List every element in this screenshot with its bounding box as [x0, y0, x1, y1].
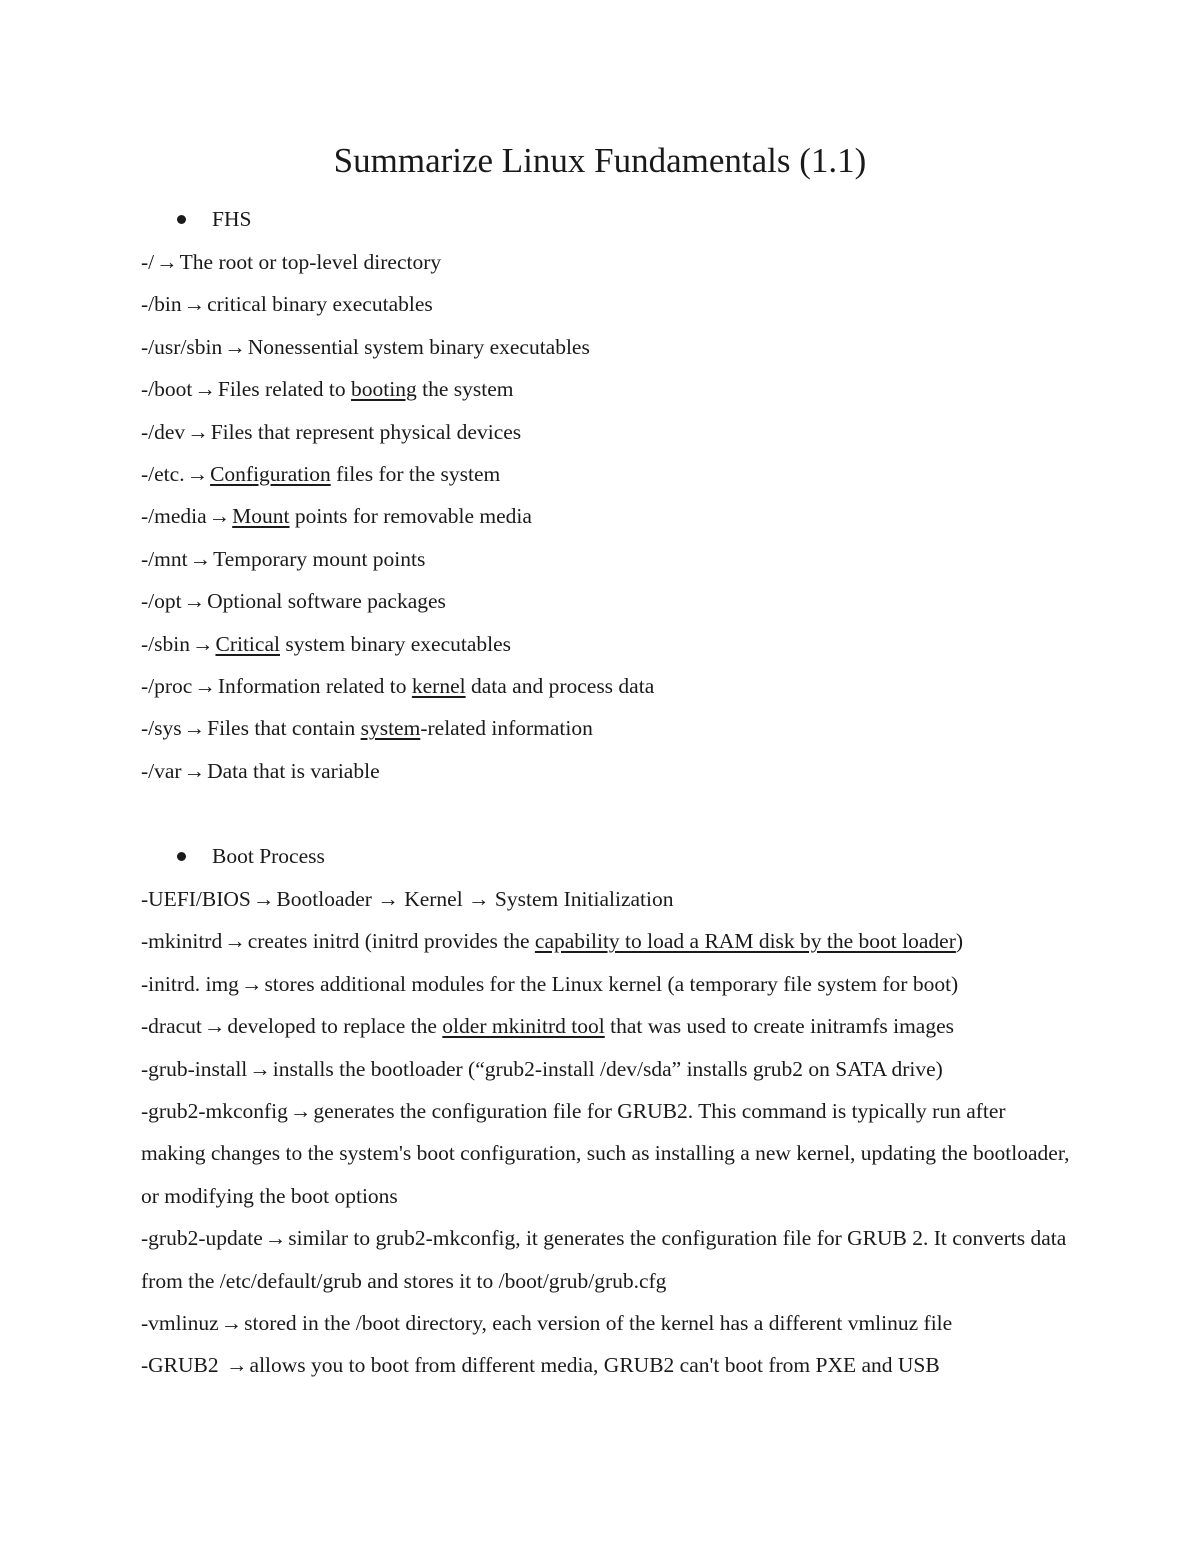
- list-item: [141, 495, 1071, 537]
- underlined-term: Configuration: [210, 462, 331, 487]
- entry-term: -/: [141, 250, 155, 274]
- list-item: [141, 411, 1071, 453]
- entry-description: Optional software packages: [207, 589, 446, 614]
- arrow-right-icon: →: [183, 758, 206, 783]
- entry-description: that was used to create initramfs images: [604, 1014, 954, 1039]
- entry-description: Bootloader → Kernel → System Initialization: [276, 887, 674, 911]
- arrow-right-icon: →: [240, 971, 263, 996]
- list-item: [141, 1090, 1071, 1217]
- underlined-term: kernel: [411, 674, 466, 699]
- list-item: [141, 538, 1071, 580]
- entry-term: -/sbin: [141, 631, 190, 656]
- entry-term: -/etc.: [141, 462, 185, 487]
- list-item: [141, 623, 1071, 665]
- list-item: [141, 920, 1071, 962]
- list-item: [141, 368, 1071, 410]
- section-boot-process: [141, 835, 1071, 1387]
- section-fhs: [141, 198, 1071, 792]
- arrow-right-icon: →: [208, 504, 231, 529]
- list-item: [141, 241, 1071, 283]
- arrow-right-icon: →: [191, 631, 214, 656]
- entry-description: Data that is variable: [207, 758, 380, 783]
- bullet-dot-icon: [177, 852, 186, 861]
- list-item: [141, 1302, 1071, 1344]
- entry-description: -related information: [420, 716, 593, 741]
- list-item: [141, 1217, 1071, 1302]
- page-title: Summarize Linux Fundamentals (1.1): [333, 141, 867, 180]
- entry-term: -dracut: [141, 1014, 202, 1039]
- entry-description: Files related to: [217, 377, 352, 402]
- entry-description: the system: [416, 377, 514, 402]
- list-item: [141, 326, 1071, 368]
- list-item: [141, 283, 1071, 325]
- entry-description: Files that contain: [207, 716, 361, 741]
- list-item: [141, 1005, 1071, 1047]
- entry-term: -grub2-update: [141, 1226, 263, 1251]
- entry-term: -mkinitrd: [141, 929, 223, 954]
- entry-description: The root or top-level directory: [179, 250, 442, 274]
- entry-description: developed to replace the: [227, 1014, 443, 1039]
- entry-description: points for removable media: [289, 504, 532, 529]
- arrow-right-icon: →: [156, 250, 178, 274]
- list-item: [141, 878, 1071, 920]
- entry-description: Nonessential system binary executables: [247, 334, 590, 359]
- arrow-right-icon: →: [183, 716, 206, 741]
- entry-term: -vmlinuz: [141, 1311, 219, 1336]
- entry-term: -grub2-mkconfig: [141, 1099, 288, 1124]
- entry-description: Files that represent physical devices: [210, 419, 522, 444]
- list-item: [141, 963, 1071, 1005]
- arrow-right-icon: →: [220, 1311, 243, 1336]
- arrow-right-icon: →: [194, 377, 216, 402]
- bullet-fhs: [141, 198, 1071, 241]
- entry-term: -grub-install: [141, 1056, 248, 1081]
- arrow-right-icon: →: [189, 546, 212, 571]
- entry-description: similar to grub2-mkconfig, it generates the configuration file for GRUB 2. It converts data from the /etc/default/grub and stores it to /boot/grub/grub.cfg: [141, 1226, 1067, 1293]
- entry-term: -/bin: [141, 292, 182, 317]
- arrow-right-icon: →: [224, 929, 246, 954]
- entry-term: -/opt: [141, 589, 182, 614]
- arrow-right-icon: →: [183, 292, 206, 317]
- list-item: [141, 750, 1071, 792]
- underlined-term: Critical: [215, 631, 280, 656]
- entry-term: -/usr/sbin: [141, 334, 223, 359]
- entry-description: ): [955, 929, 964, 954]
- list-item: [141, 707, 1071, 749]
- arrow-right-icon: →: [289, 1099, 312, 1124]
- entry-description: stored in the /boot directory, each version of the kernel has a different vmlinuz file: [244, 1311, 953, 1336]
- entry-term: -/media: [141, 504, 207, 529]
- bullet-dot-icon: [177, 215, 186, 224]
- entry-term: -/boot: [141, 377, 193, 402]
- underlined-term: older mkinitrd tool: [442, 1014, 605, 1039]
- boot-entry-list: [141, 878, 1071, 1387]
- entry-term: -GRUB2: [141, 1353, 225, 1378]
- underlined-term: booting: [351, 377, 417, 402]
- entry-term: -/dev: [141, 419, 186, 444]
- entry-term: -UEFI/BIOS: [141, 887, 251, 911]
- entry-description: installs the bootloader (“grub2-install /dev/sda” installs grub2 on SATA drive): [272, 1056, 943, 1081]
- entry-description: system binary executables: [279, 631, 512, 656]
- underlined-term: capability to load a RAM disk by the boot loader: [534, 929, 956, 954]
- entry-description: Temporary mount points: [213, 546, 426, 571]
- entry-description: generates the configuration file for GRUB2. This command is typically run after making changes to the system's boot configuration, such as installing a new kernel, updating the bootloader, or modifying the boot options: [141, 1099, 1070, 1208]
- section-heading: Boot Process: [212, 844, 325, 868]
- arrow-right-icon: →: [249, 1056, 271, 1081]
- arrow-right-icon: →: [264, 1226, 287, 1251]
- arrow-right-icon: →: [183, 589, 206, 614]
- list-item: [141, 453, 1071, 495]
- entry-description: creates initrd (initrd provides the: [247, 929, 535, 954]
- arrow-right-icon: →: [224, 334, 246, 359]
- section-heading: FHS: [212, 207, 252, 231]
- list-item: [141, 580, 1071, 622]
- arrow-right-icon: →: [187, 419, 209, 444]
- entry-description: allows you to boot from different media, GRUB2 can't boot from PXE and USB: [249, 1353, 940, 1378]
- arrow-right-icon: →: [252, 887, 275, 911]
- entry-term: -/proc: [141, 674, 193, 699]
- entry-term: -initrd. img: [141, 971, 239, 996]
- arrow-right-icon: →: [194, 674, 216, 699]
- arrow-right-icon: →: [203, 1014, 226, 1039]
- list-item: [141, 1048, 1071, 1090]
- entry-description: Information related to: [217, 674, 412, 699]
- entry-description: data and process data: [465, 674, 655, 699]
- underlined-term: system: [360, 716, 421, 741]
- bullet-boot-process: [141, 835, 1071, 878]
- underlined-term: Mount: [232, 504, 290, 529]
- entry-description: critical binary executables: [207, 292, 433, 317]
- arrow-right-icon: →: [226, 1353, 248, 1378]
- entry-description: files for the system: [330, 462, 501, 487]
- fhs-entry-list: [141, 241, 1071, 792]
- list-item: [141, 665, 1071, 707]
- arrow-right-icon: →: [186, 462, 209, 487]
- entry-term: -/sys: [141, 716, 182, 741]
- entry-term: -/mnt: [141, 546, 188, 571]
- list-item: [141, 1344, 1071, 1386]
- entry-description: stores additional modules for the Linux kernel (a temporary file system for boot): [264, 971, 959, 996]
- entry-term: -/var: [141, 758, 182, 783]
